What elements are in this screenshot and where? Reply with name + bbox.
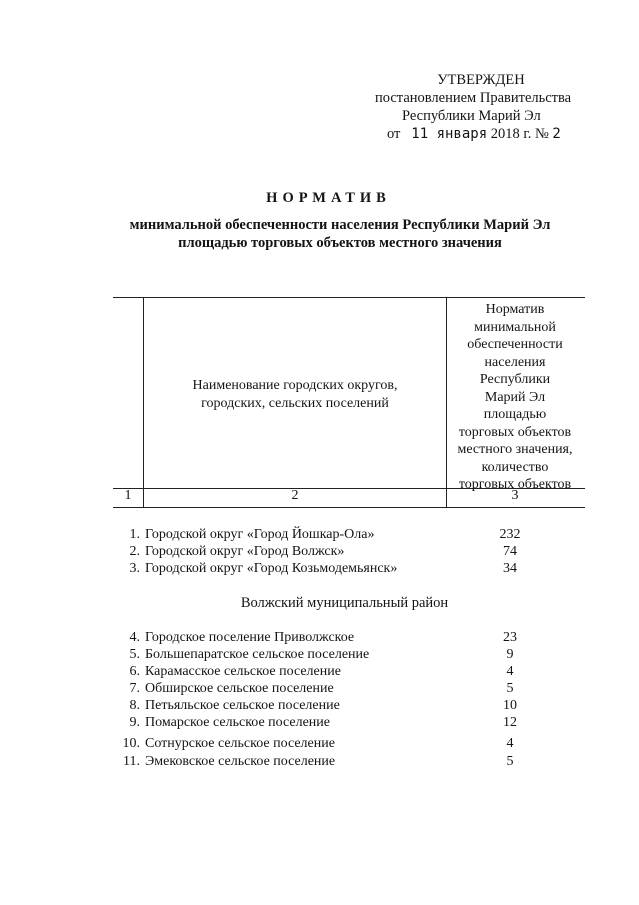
row-name: Большепаратское сельское поселение bbox=[145, 647, 370, 662]
row-name: Карамасское сельское поселение bbox=[145, 664, 341, 679]
header-col3-line: количество bbox=[481, 459, 549, 475]
row-index: 1. bbox=[129, 527, 140, 542]
subtitle-line2: площадью торговых объектов местного значения bbox=[178, 235, 502, 251]
row-value: 5 bbox=[506, 754, 514, 769]
row-name: Городское поселение Приволжское bbox=[145, 630, 355, 645]
col-number-2: 2 bbox=[291, 488, 299, 503]
header-col2-line1: Наименование городских округов, bbox=[192, 378, 398, 393]
list-item bbox=[112, 543, 542, 561]
approval-line2: Республики Марий Эл bbox=[402, 108, 541, 124]
row-name: Городской округ «Город Волжск» bbox=[145, 544, 345, 559]
subtitle-line1: минимальной обеспеченности населения Республики Марий Эл bbox=[129, 217, 551, 233]
row-name: Обширское сельское поселение bbox=[145, 681, 334, 696]
document-subtitle bbox=[100, 216, 580, 252]
row-value: 232 bbox=[499, 527, 521, 542]
row-index: 6. bbox=[129, 664, 140, 679]
row-value: 34 bbox=[503, 561, 517, 576]
table-header-col2 bbox=[144, 377, 446, 413]
list-item bbox=[112, 753, 542, 771]
header-col3-line: торговых объектов bbox=[458, 477, 572, 492]
row-index: 3. bbox=[129, 561, 140, 576]
header-col3-line: площадью bbox=[483, 407, 547, 422]
approval-block bbox=[360, 71, 600, 142]
row-index: 4. bbox=[129, 630, 140, 645]
row-index: 8. bbox=[129, 698, 140, 713]
list-item bbox=[112, 680, 542, 698]
table-top-border bbox=[113, 297, 585, 298]
header-col2-line2: городских, сельских поселений bbox=[201, 396, 389, 411]
header-col3-line: местного значения, bbox=[457, 442, 573, 457]
row-name: Эмековское сельское поселение bbox=[145, 754, 336, 769]
row-index: 7. bbox=[129, 681, 140, 696]
col-number-1: 1 bbox=[124, 488, 132, 503]
approval-year: 2018 г. № bbox=[490, 126, 549, 142]
row-index: 2. bbox=[129, 544, 140, 559]
header-col3-line: Марий Эл bbox=[484, 389, 546, 405]
row-name: Петьяльское сельское поселение bbox=[145, 698, 340, 713]
row-name: Помарское сельское поселение bbox=[145, 715, 331, 730]
header-table bbox=[113, 297, 585, 508]
col-number-3: 3 bbox=[511, 488, 519, 503]
row-name: Городской округ «Город Козьмодемьянск» bbox=[145, 561, 398, 576]
header-col3-line: обеспеченности bbox=[467, 337, 563, 352]
row-value: 12 bbox=[503, 715, 517, 730]
approval-date-line bbox=[387, 125, 561, 143]
row-index: 9. bbox=[129, 715, 140, 730]
section-title: Волжский муниципальный район bbox=[240, 595, 449, 611]
row-value: 4 bbox=[506, 736, 514, 751]
approval-title: УТВЕРЖДЕН bbox=[437, 72, 525, 88]
table-header-col3 bbox=[447, 301, 583, 494]
list-item bbox=[112, 714, 542, 732]
row-value: 10 bbox=[503, 698, 517, 713]
row-value: 9 bbox=[506, 647, 514, 662]
row-value: 4 bbox=[506, 664, 514, 679]
table-bottom-border bbox=[113, 507, 585, 508]
list-item bbox=[112, 646, 542, 664]
header-col3-line: населения bbox=[484, 354, 546, 370]
row-index: 5. bbox=[129, 647, 140, 662]
document-title: НОРМАТИВ bbox=[266, 190, 391, 206]
row-value: 23 bbox=[503, 630, 517, 645]
header-col3-line: Норматив bbox=[485, 302, 545, 317]
approval-date-prefix: от bbox=[387, 126, 401, 142]
row-name: Сотнурское сельское поселение bbox=[145, 736, 335, 751]
list-item bbox=[112, 663, 542, 681]
list-item bbox=[112, 697, 542, 715]
list-item bbox=[112, 735, 542, 753]
list-item bbox=[112, 560, 542, 578]
header-col3-line: торговых объектов bbox=[458, 424, 572, 440]
list-item bbox=[112, 629, 542, 647]
header-col3-line: Республики bbox=[479, 372, 551, 387]
list-item bbox=[112, 526, 542, 544]
row-name: Городской округ «Город Йошкар-Ола» bbox=[145, 527, 375, 542]
row-value: 74 bbox=[503, 544, 517, 559]
approval-date: 11 января bbox=[411, 126, 488, 142]
row-index: 10. bbox=[122, 736, 140, 751]
approval-line1: постановлением Правительства bbox=[375, 90, 572, 106]
header-col3-line: минимальной bbox=[474, 319, 556, 335]
row-index: 11. bbox=[123, 754, 140, 769]
row-value: 5 bbox=[506, 681, 514, 696]
approval-number: 2 bbox=[552, 126, 561, 142]
